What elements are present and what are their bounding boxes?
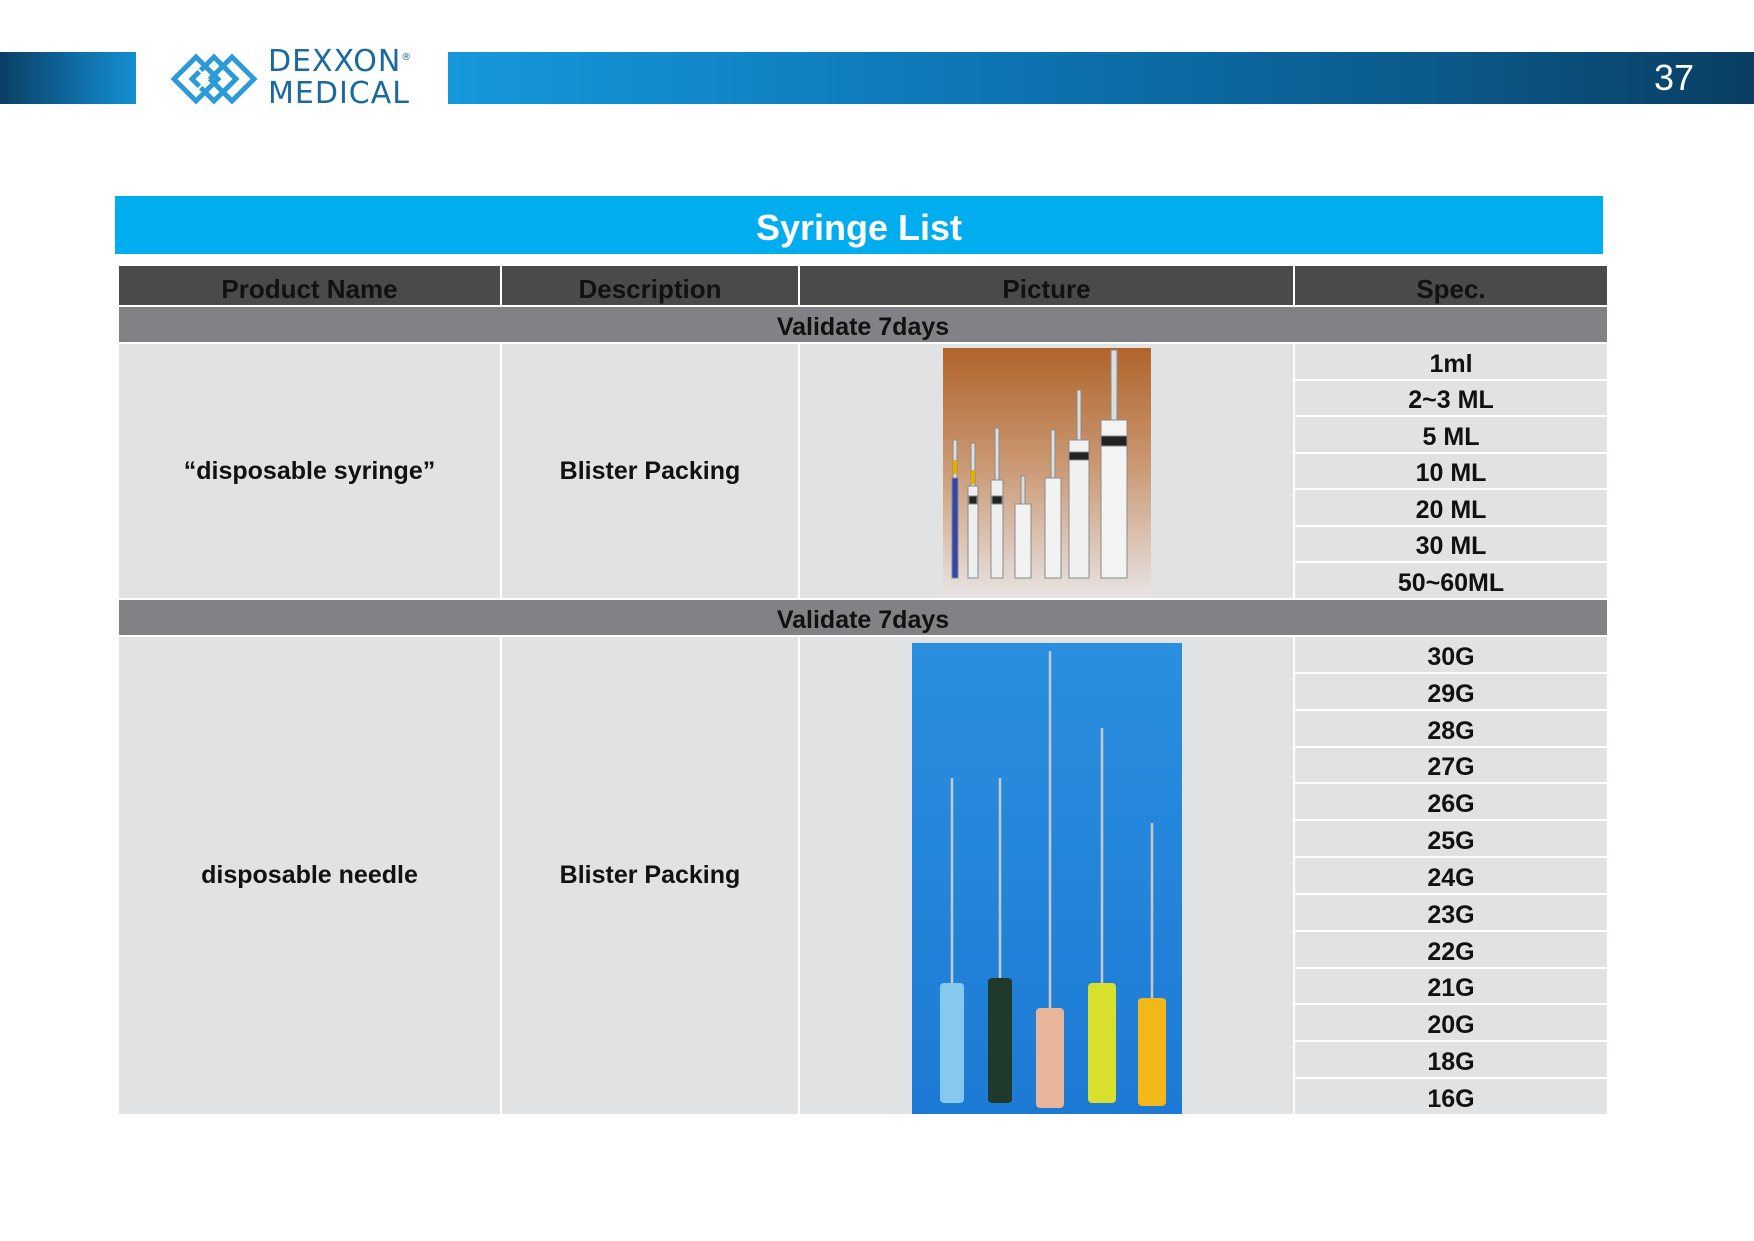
spec-cell: 2~3 ML bbox=[1294, 380, 1608, 417]
logo-line2: MEDICAL bbox=[268, 76, 410, 111]
spec-cell: 1ml bbox=[1294, 343, 1608, 380]
spec-cell: 16G bbox=[1294, 1078, 1608, 1115]
description-cell: Blister Packing bbox=[501, 636, 799, 1115]
spec-cell: 20 ML bbox=[1294, 489, 1608, 526]
page-number: 37 bbox=[1653, 57, 1694, 98]
section-row bbox=[118, 599, 1608, 636]
spec-cell: 24G bbox=[1294, 857, 1608, 894]
spec-cell: 30 ML bbox=[1294, 526, 1608, 563]
spec-cell: 27G bbox=[1294, 747, 1608, 784]
spec-cell: 5 ML bbox=[1294, 416, 1608, 453]
logo-wordmark bbox=[268, 46, 412, 110]
picture-cell bbox=[799, 343, 1294, 599]
page-title: Syringe List bbox=[115, 196, 1603, 254]
section-label: Validate 7days bbox=[118, 599, 1608, 636]
column-header-picture: Picture bbox=[799, 265, 1294, 306]
table-row bbox=[118, 636, 1608, 673]
spec-cell: 50~60ML bbox=[1294, 562, 1608, 599]
spec-cell: 28G bbox=[1294, 710, 1608, 747]
spec-cell: 29G bbox=[1294, 673, 1608, 710]
product-name-cell: “disposable syringe” bbox=[118, 343, 501, 599]
section-label: Validate 7days bbox=[118, 306, 1608, 343]
spec-cell: 30G bbox=[1294, 636, 1608, 673]
needles-photo bbox=[912, 643, 1182, 1114]
logo-registered-mark: ® bbox=[401, 52, 413, 63]
column-header-description: Description bbox=[501, 265, 799, 306]
spec-cell: 23G bbox=[1294, 894, 1608, 931]
logo-line1: DEXXON bbox=[268, 44, 402, 79]
dexxon-logo bbox=[168, 44, 428, 114]
spec-cell: 18G bbox=[1294, 1041, 1608, 1078]
section-row bbox=[118, 306, 1608, 343]
syringes-photo bbox=[943, 348, 1151, 598]
spec-cell: 25G bbox=[1294, 820, 1608, 857]
spec-cell: 10 ML bbox=[1294, 453, 1608, 490]
description-cell: Blister Packing bbox=[501, 343, 799, 599]
spec-cell: 22G bbox=[1294, 931, 1608, 968]
syringe-list-table bbox=[117, 264, 1609, 1116]
header-band-right bbox=[448, 52, 1754, 104]
spec-cell: 20G bbox=[1294, 1004, 1608, 1041]
table-row bbox=[118, 343, 1608, 380]
spec-cell: 21G bbox=[1294, 968, 1608, 1005]
header-band-left bbox=[0, 52, 136, 104]
picture-cell bbox=[799, 636, 1294, 1115]
column-header-spec: Spec. bbox=[1294, 265, 1608, 306]
dexxon-logo-icon bbox=[168, 44, 264, 114]
spec-cell: 26G bbox=[1294, 783, 1608, 820]
table-header-row bbox=[118, 265, 1608, 306]
product-name-cell: disposable needle bbox=[118, 636, 501, 1115]
column-header-product-name: Product Name bbox=[118, 265, 501, 306]
